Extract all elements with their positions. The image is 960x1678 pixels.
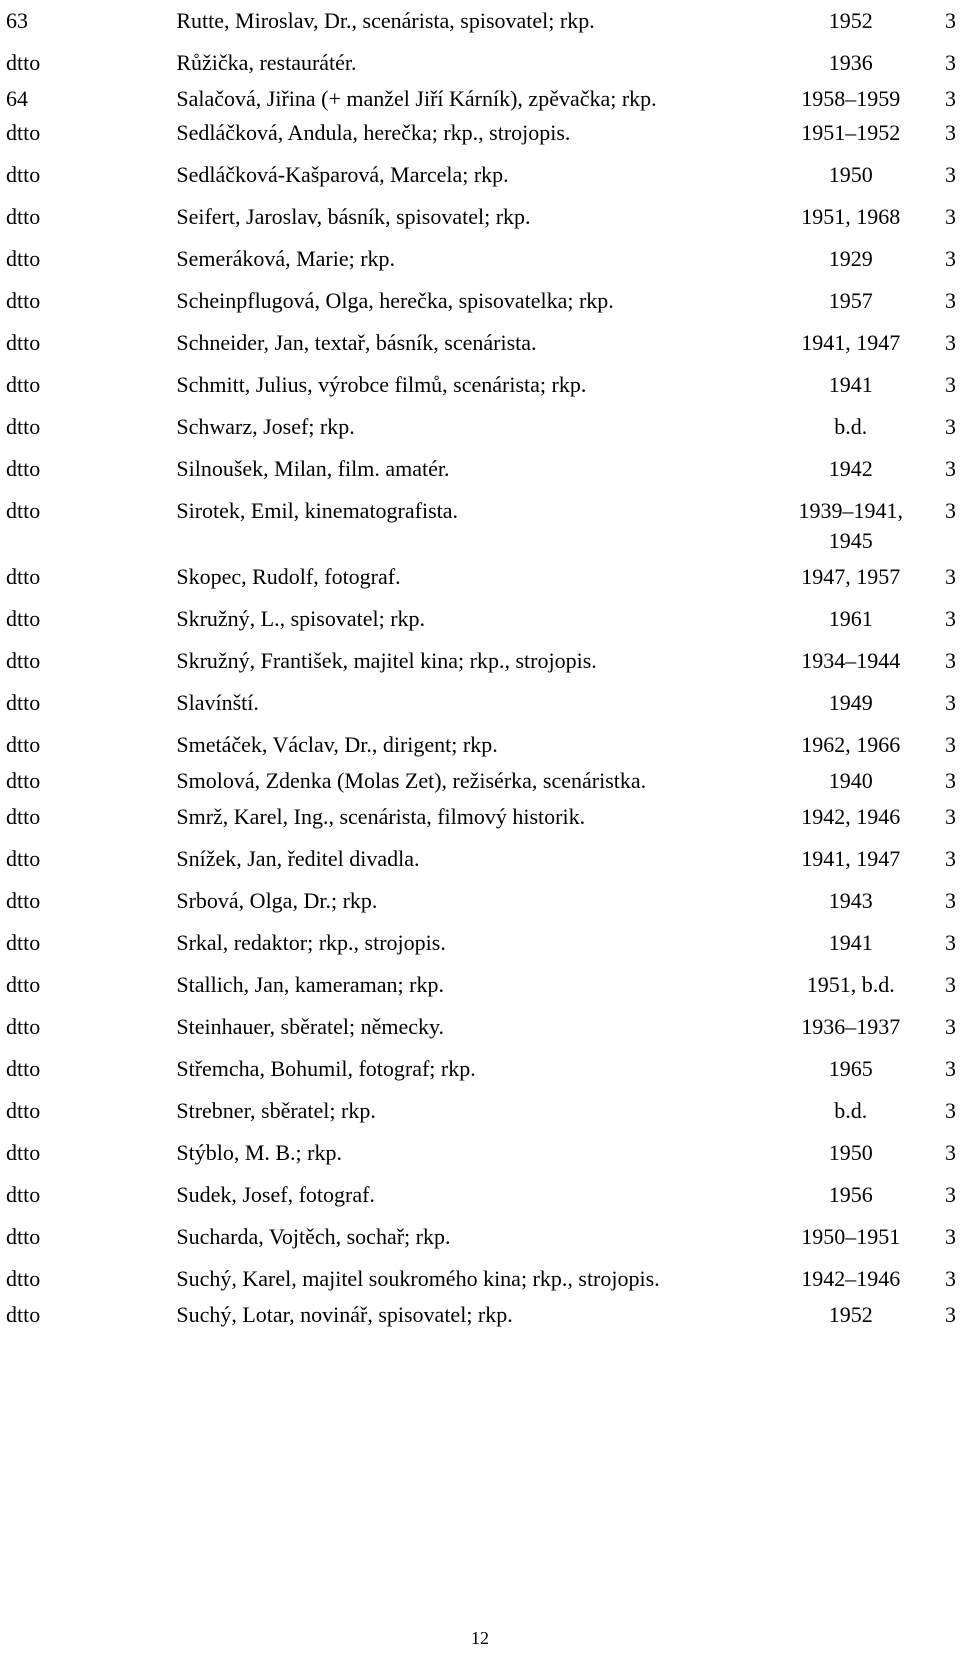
table-row [0,556,960,592]
years-cell: 1957 [828,288,873,313]
table-row [0,232,960,274]
table-row [0,114,960,148]
count-cell: 3 [945,1140,956,1165]
table-row [0,1042,960,1084]
box-number-cell: dtto [6,564,41,589]
box-number-cell: 63 [6,8,28,33]
table-row [0,1084,960,1126]
years-cell: b.d. [834,1098,868,1123]
description-cell: Schwarz, Josef; rkp. [176,414,355,439]
count-cell: 3 [945,204,956,229]
description-cell: Smrž, Karel, Ing., scenárista, filmový historik. [176,804,586,829]
box-number-cell: dtto [6,456,41,481]
table-row [0,484,960,556]
box-number-cell: dtto [6,204,41,229]
years-cell: 1941 [828,372,873,397]
table-row [0,1252,960,1294]
count-cell: 3 [945,690,956,715]
box-number-cell: dtto [6,1302,41,1327]
years-cell: 1943 [828,888,873,913]
years-cell: 1965 [828,1056,873,1081]
table-row [0,316,960,358]
description-cell: Rutte, Miroslav, Dr., scenárista, spisovatel; rkp. [176,8,595,33]
table-row [0,958,960,1000]
box-number-cell: dtto [6,120,41,145]
box-number-cell: dtto [6,972,41,997]
description-cell: Stallich, Jan, kameraman; rkp. [176,972,444,997]
description-cell: Semeráková, Marie; rkp. [176,246,396,271]
box-number-cell: dtto [6,1014,41,1039]
description-cell: Sedláčková-Kašparová, Marcela; rkp. [176,162,509,187]
years-cell: 1951, 1968 [801,204,901,229]
table-row [0,148,960,190]
box-number-cell: dtto [6,1098,41,1123]
count-cell: 3 [945,246,956,271]
count-cell: 3 [945,288,956,313]
count-cell: 3 [945,846,956,871]
count-cell: 3 [945,972,956,997]
years-cell: 1929 [828,246,873,271]
page-number: 12 [471,1628,489,1648]
description-cell: Skopec, Rudolf, fotograf. [176,564,401,589]
years-cell: 1941, 1947 [801,330,901,355]
count-cell: 3 [945,8,956,33]
table-row [0,592,960,634]
box-number-cell: 64 [6,86,28,111]
years-cell: 1958–1959 [801,86,901,111]
description-cell: Stýblo, M. B.; rkp. [176,1140,342,1165]
description-cell: Schmitt, Julius, výrobce filmů, scenárista; rkp. [176,372,587,397]
table-row [0,874,960,916]
years-cell: 1961 [828,606,873,631]
box-number-cell: dtto [6,804,41,829]
table-row [0,1210,960,1252]
description-cell: Sirotek, Emil, kinematografista. [176,498,459,523]
years-cell: b.d. [834,414,868,439]
count-cell: 3 [945,120,956,145]
table-row [0,442,960,484]
box-number-cell: dtto [6,1266,41,1291]
box-number-cell: dtto [6,50,41,75]
box-number-cell: dtto [6,372,41,397]
box-number-cell: dtto [6,288,41,313]
description-cell: Salačová, Jiřina (+ manžel Jiří Kárník), zpěvačka; rkp. [176,86,657,111]
years-cell: 1940 [828,768,873,793]
description-cell: Steinhauer, sběratel; německy. [176,1014,445,1039]
years-cell: 1942 [828,456,873,481]
table-row [0,1294,960,1330]
box-number-cell: dtto [6,1056,41,1081]
description-cell: Skružný, L., spisovatel; rkp. [176,606,426,631]
description-cell: Slavínští. [176,690,259,715]
years-cell: 1942, 1946 [801,804,901,829]
description-cell: Růžička, restaurátér. [176,50,357,75]
box-number-cell: dtto [6,930,41,955]
count-cell: 3 [945,606,956,631]
count-cell: 3 [945,1302,956,1327]
years-cell: 1950 [828,1140,873,1165]
table-row [0,634,960,676]
count-cell: 3 [945,1056,956,1081]
years-cell: 1951–1952 [801,120,901,145]
description-cell: Sudek, Josef, fotograf. [176,1182,375,1207]
box-number-cell: dtto [6,690,41,715]
table-row [0,1168,960,1210]
years-cell: 1952 [828,8,873,33]
description-cell: Seifert, Jaroslav, básník, spisovatel; rkp. [176,204,531,229]
years-cell: 1941, 1947 [801,846,901,871]
box-number-cell: dtto [6,498,41,523]
count-cell: 3 [945,888,956,913]
description-cell: Schneider, Jan, textař, básník, scenárista. [176,330,537,355]
description-cell: Srkal, redaktor; rkp., strojopis. [176,930,446,955]
box-number-cell: dtto [6,732,41,757]
box-number-cell: dtto [6,1140,41,1165]
box-number-cell: dtto [6,1182,41,1207]
description-cell: Snížek, Jan, ředitel divadla. [176,846,420,871]
count-cell: 3 [945,162,956,187]
table-row [0,916,960,958]
table-row [0,676,960,718]
count-cell: 3 [945,732,956,757]
count-cell: 3 [945,498,956,523]
count-cell: 3 [945,1014,956,1039]
years-cell: 1934–1944 [801,648,901,673]
box-number-cell: dtto [6,162,41,187]
table-row [0,400,960,442]
years-cell: 1941 [828,930,873,955]
box-number-cell: dtto [6,888,41,913]
description-cell: Sucharda, Vojtěch, sochař; rkp. [176,1224,451,1249]
years-cell: 1950–1951 [801,1224,901,1249]
count-cell: 3 [945,804,956,829]
count-cell: 3 [945,768,956,793]
count-cell: 3 [945,1182,956,1207]
description-cell: Střemcha, Bohumil, fotograf; rkp. [176,1056,476,1081]
years-cell: 1936 [828,50,873,75]
description-cell: Silnoušek, Milan, film. amatér. [176,456,450,481]
description-cell: Suchý, Karel, majitel soukromého kina; rkp., strojopis. [176,1266,660,1291]
count-cell: 3 [945,372,956,397]
description-cell: Sedláčková, Andula, herečka; rkp., strojopis. [176,120,571,145]
table-row [0,1000,960,1042]
years-cell: 1936–1937 [801,1014,901,1039]
box-number-cell: dtto [6,846,41,871]
table-row [0,718,960,760]
box-number-cell: dtto [6,330,41,355]
count-cell: 3 [945,86,956,111]
description-cell: Scheinpflugová, Olga, herečka, spisovatelka; rkp. [176,288,614,313]
count-cell: 3 [945,456,956,481]
description-cell: Smolová, Zdenka (Molas Zet), režisérka, scenáristka. [176,768,647,793]
count-cell: 3 [945,648,956,673]
table-row [0,190,960,232]
count-cell: 3 [945,930,956,955]
table-row [0,1126,960,1168]
years-cell: 1947, 1957 [801,564,901,589]
description-cell: Skružný, František, majitel kina; rkp., strojopis. [176,648,597,673]
years-cell: 1951, b.d. [806,972,895,997]
box-number-cell: dtto [6,768,41,793]
years-cell: 1949 [828,690,873,715]
count-cell: 3 [945,564,956,589]
description-cell: Suchý, Lotar, novinář, spisovatel; rkp. [176,1302,513,1327]
box-number-cell: dtto [6,606,41,631]
years-cell: 1952 [828,1302,873,1327]
table-row [0,358,960,400]
table-row [0,0,960,36]
box-number-cell: dtto [6,648,41,673]
count-cell: 3 [945,330,956,355]
description-cell: Strebner, sběratel; rkp. [176,1098,376,1123]
box-number-cell: dtto [6,414,41,439]
count-cell: 3 [945,1098,956,1123]
count-cell: 3 [945,50,956,75]
table-row [0,274,960,316]
table-row [0,36,960,78]
count-cell: 3 [945,414,956,439]
years-cell: 1962, 1966 [801,732,901,757]
years-cell: 1950 [828,162,873,187]
count-cell: 3 [945,1266,956,1291]
years-cell: 1942–1946 [801,1266,901,1291]
description-cell: Srbová, Olga, Dr.; rkp. [176,888,378,913]
box-number-cell: dtto [6,1224,41,1249]
table-row [0,796,960,832]
years-cell: 1939–1941, 1945 [798,498,903,553]
table-row [0,760,960,796]
years-cell: 1956 [828,1182,873,1207]
table-row [0,78,960,114]
count-cell: 3 [945,1224,956,1249]
box-number-cell: dtto [6,246,41,271]
description-cell: Smetáček, Václav, Dr., dirigent; rkp. [176,732,498,757]
table-row [0,832,960,874]
